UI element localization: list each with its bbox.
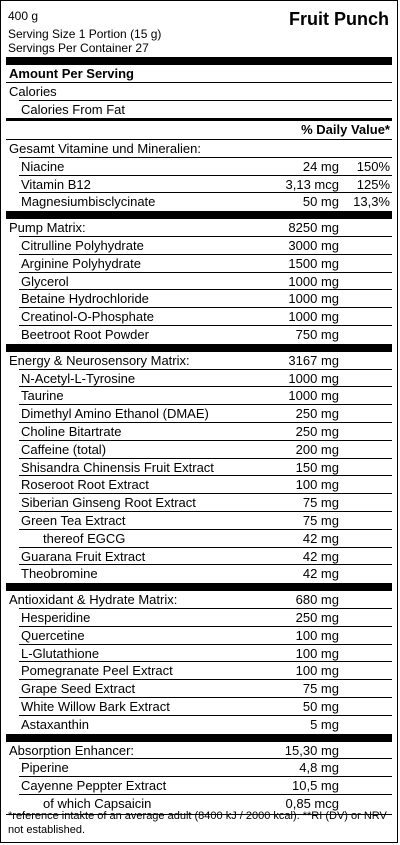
nutrient-row [1,512,397,530]
nutrient-amount: 1000 mg [288,370,339,386]
nutrient-row [1,308,397,326]
thick-divider [6,57,392,65]
footnote: *reference intakte of an average adult (8400 kJ / 2000 kcal). **RI (DV) or NRV not established. [8,810,387,836]
nutrient-name: Siberian Ginseng Root Extract [21,495,196,511]
nutrient-row [1,777,397,795]
nutrient-amount: 100 mg [295,645,339,661]
section-total-amount: 15,30 mg [284,742,339,758]
nutrient-name: Dimethyl Amino Ethanol (DMAE) [21,406,209,422]
nutrient-name: Choline Bitartrate [21,424,122,439]
amount-per-serving-label: Amount Per Serving [9,66,134,81]
nutrient-row [1,273,397,291]
nutrient-amount: 100 mg [295,627,339,643]
nutrient-amount: 75 mg [302,513,339,528]
section-title: Gesamt Vitamine und Mineralien: [9,141,201,156]
nutrient-amount: 24 mg [302,158,339,174]
nutrient-name: Glycerol [21,273,69,289]
nutrient-amount: 1000 mg [288,309,339,325]
nutrient-name: Quercetine [21,627,85,643]
nutrient-row [1,494,397,512]
nutrient-name: thereof EGCG [43,530,126,546]
nutrient-row [1,476,397,494]
nutrient-amount: 250 mg [295,610,339,625]
nutrient-amount: 1000 mg [288,273,339,289]
nutrient-row [1,158,397,176]
nutrient-row [1,609,397,627]
serving-size: Serving Size 1 Portion (15 g) [8,27,162,41]
nutrient-amount: 42 mg [302,566,339,582]
nutrient-name: Cayenne Peppter Extract [21,778,167,794]
nutrient-name: Pomegranate Peel Extract [21,663,173,679]
nutrient-name: Citrulline Polyhydrate [21,238,144,253]
nutrient-amount: 250 mg [295,424,339,439]
nutrient-amount: 42 mg [302,548,339,564]
section-title-row [1,742,397,760]
nutrient-amount: 250 mg [295,406,339,422]
nutrient-amount: 3000 mg [288,238,339,253]
calories-from-fat-row [1,101,397,119]
nutrient-name: Betaine Hydrochloride [21,291,149,307]
nutrient-amount: 4,8 mg [299,760,339,776]
nutrient-amount: 150 mg [295,459,339,475]
nutrient-amount: 1500 mg [288,255,339,271]
nutrient-name: Piperine [21,760,69,776]
nutrient-name: Theobromine [21,566,98,582]
nutrient-name: Astaxanthin [21,716,89,732]
nutrient-row [1,716,397,734]
nutrient-row [1,405,397,423]
nutrient-amount: 1000 mg [288,388,339,404]
nutrient-amount: 42 mg [302,530,339,546]
section-title-row [1,352,397,370]
nutrient-row [1,387,397,405]
nutrient-daily-value: 125% [356,176,390,192]
nutrient-row [1,255,397,273]
nutrient-name: White Willow Bark Extract [21,699,170,714]
section-title-row [1,219,397,237]
nutrient-name: Taurine [21,388,64,404]
nutrient-amount: 3,13 mcg [285,176,339,192]
nutrient-row [1,530,397,548]
servings-per-container: Servings Per Container 27 [8,41,149,55]
nutrient-name: N-Acetyl-L-Tyrosine [21,370,136,386]
nutrient-row [1,627,397,645]
nutrient-name: Shisandra Chinensis Fruit Extract [21,459,214,475]
nutrient-name: Beetroot Root Powder [21,327,149,342]
nutrient-row [1,290,397,308]
section-title-row [1,591,397,609]
nutrient-name: Caffeine (total) [21,441,107,457]
section-divider [6,583,392,591]
nutrient-row [1,698,397,716]
nutrient-name: Hesperidine [21,610,91,625]
calories-from-fat-label: Calories From Fat [21,102,126,117]
nutrient-row [1,193,397,211]
nutrient-row [1,423,397,441]
nutrient-amount: 50 mg [302,699,339,714]
nutrient-name: Niacine [21,158,65,174]
nutrient-row [1,326,397,344]
nutrient-row [1,759,397,777]
section-divider [6,344,392,352]
calories-row [1,83,397,101]
nutrient-name: Vitamin B12 [21,176,91,192]
nutrient-row [1,548,397,566]
nutrient-amount: 5 mg [310,716,339,732]
nutrient-row [1,565,397,583]
nutrient-name: L-Glutathione [21,645,100,661]
net-weight: 400 g [8,9,39,23]
nutrient-amount: 75 mg [302,495,339,511]
section-title: Pump Matrix: [9,220,86,236]
nutrient-amount: 50 mg [302,194,339,210]
daily-value-header-row [1,121,397,139]
nutrient-amount: 100 mg [295,477,339,493]
section-title: Absorption Enhancer: [9,742,135,758]
nutrient-row [1,370,397,388]
nutrient-name: Green Tea Extract [21,513,126,528]
nutrient-name: Grape Seed Extract [21,681,136,697]
nutrient-name: Roseroot Root Extract [21,477,149,493]
nutrient-name: Arginine Polyhydrate [21,255,141,271]
daily-value-header: % Daily Value* [301,122,390,137]
nutrient-daily-value: 13,3% [353,194,390,210]
nutrient-amount: 100 mg [295,663,339,679]
nutrient-name: Magnesiumbisclycinate [21,194,156,210]
section-divider [6,211,392,219]
nutrient-row [1,662,397,680]
nutrient-amount: 10,5 mg [292,778,339,794]
nutrient-row [1,237,397,255]
nutrient-name: Guarana Fruit Extract [21,548,146,564]
nutrient-daily-value: 150% [356,158,390,174]
nutrient-amount: 750 mg [295,327,339,342]
section-total-amount: 8250 mg [288,220,339,236]
section-total-amount: 3167 mg [288,352,339,368]
nutrient-row [1,680,397,698]
nutrient-amount: 75 mg [302,681,339,697]
section-divider [6,734,392,742]
nutrient-row [1,441,397,459]
section-title: Energy & Neurosensory Matrix: [9,352,190,368]
nutrient-row [1,176,397,194]
nutrient-name: of which Capsaicin [43,796,152,811]
nutrient-amount: 200 mg [295,441,339,457]
section-title: Antioxidant & Hydrate Matrix: [9,592,178,608]
flavor-title: Fruit Punch [289,9,389,29]
nutrient-name: Creatinol-O-Phosphate [21,309,154,325]
section-total-amount: 680 mg [295,592,339,608]
nutrient-amount: 0,85 mcg [285,796,339,811]
calories-label: Calories [9,84,57,99]
nutrient-amount: 1000 mg [288,291,339,307]
nutrient-row [1,645,397,663]
amount-per-serving-row [1,65,397,83]
section-title-row [1,140,397,158]
nutrient-row [1,459,397,477]
